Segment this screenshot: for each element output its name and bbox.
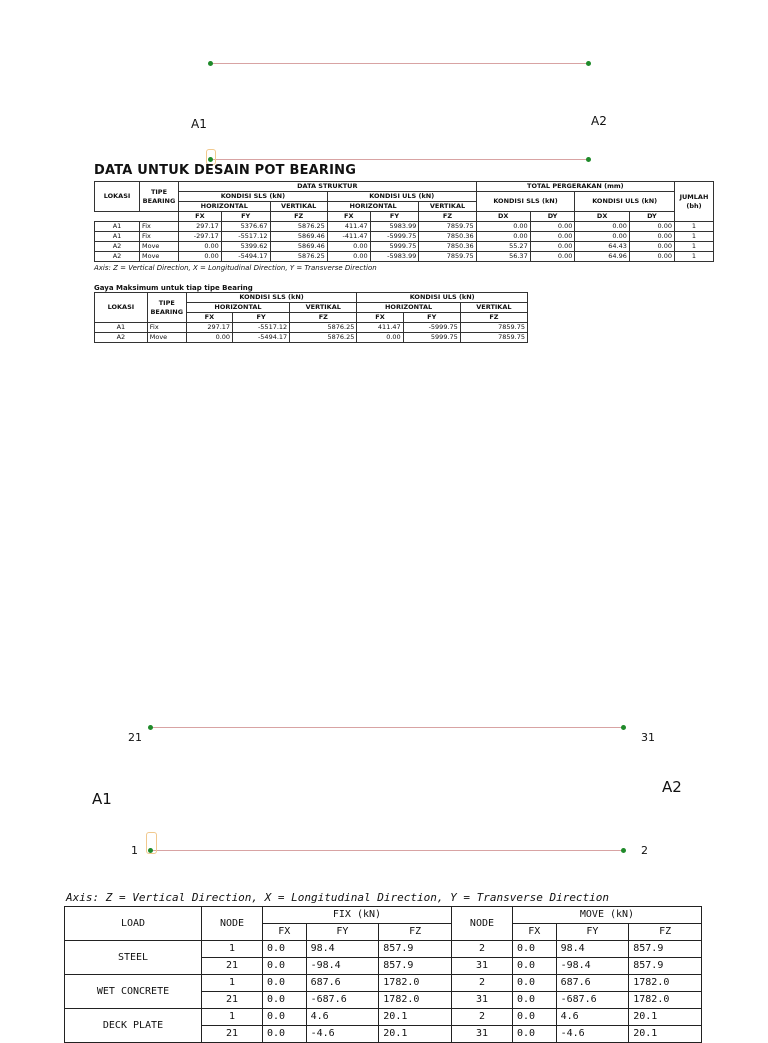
table-cell: 0.00: [476, 232, 530, 242]
table-cell: -687.6: [306, 992, 379, 1009]
table-cell: 2: [451, 1009, 512, 1026]
table-cell: 5876.25: [290, 323, 357, 333]
table-cell: -687.6: [556, 992, 629, 1009]
table-cell: 7859.75: [460, 323, 527, 333]
header-horizontal: HORIZONTAL: [178, 202, 270, 212]
header-vertikal: VERTIKAL: [460, 303, 527, 313]
node-label: 31: [641, 731, 655, 744]
table-cell: 64.43: [575, 242, 630, 252]
table-cell: 4.6: [306, 1009, 379, 1026]
support-symbol-icon: [146, 832, 157, 854]
table-cell: 0.00: [327, 242, 370, 252]
bottom-edge-line: [211, 159, 589, 160]
table-cell: 98.4: [306, 941, 379, 958]
table-cell: 7859.75: [419, 222, 476, 232]
load-name: DECK PLATE: [65, 1009, 202, 1043]
abutment-label-a1: A1: [92, 790, 112, 808]
table-cell: 21: [202, 1026, 263, 1043]
table-cell: 55.27: [476, 242, 530, 252]
table-cell: -5517.12: [221, 232, 270, 242]
column-header: DX: [476, 212, 530, 222]
table-cell: 2: [451, 941, 512, 958]
table-cell: 31: [451, 992, 512, 1009]
table-cell: 20.1: [379, 1026, 452, 1043]
table-cell: 5869.46: [270, 232, 327, 242]
column-header: DX: [575, 212, 630, 222]
header-node: NODE: [451, 907, 512, 941]
node-marker: [586, 157, 591, 162]
table-cell: 31: [451, 958, 512, 975]
table-cell: 7850.36: [419, 232, 476, 242]
table-cell: Move: [139, 252, 178, 262]
table-cell: 0.00: [186, 333, 232, 343]
table-cell: A1: [95, 222, 140, 232]
table-cell: 0.00: [629, 222, 674, 232]
table-cell: Fix: [147, 323, 186, 333]
column-header: DY: [530, 212, 575, 222]
table-cell: 0.00: [357, 333, 403, 343]
column-header: FZ: [460, 313, 527, 323]
table-cell: 98.4: [556, 941, 629, 958]
header-total-sls: KONDISI SLS (kN): [476, 192, 575, 212]
table-cell: 5983.99: [370, 222, 419, 232]
table-cell: 0.00: [327, 252, 370, 262]
axis-note: Axis: Z = Vertical Direction, X = Longitudinal Direction, Y = Transverse Direction: [94, 264, 377, 272]
bearing-data-body: [95, 222, 714, 262]
table-cell: 20.1: [629, 1026, 702, 1043]
table-cell: 5869.46: [270, 242, 327, 252]
table-cell: 7859.75: [460, 333, 527, 343]
table-cell: 21: [202, 992, 263, 1009]
table-cell: -4.6: [306, 1026, 379, 1043]
table-cell: A1: [95, 323, 148, 333]
column-header: FY: [370, 212, 419, 222]
column-header: FZ: [290, 313, 357, 323]
column-header: FX: [357, 313, 403, 323]
table-cell: 1: [675, 232, 714, 242]
table-cell: 857.9: [379, 941, 452, 958]
table-cell: 1: [675, 222, 714, 232]
table-cell: -5494.17: [221, 252, 270, 262]
header-vertikal: VERTIKAL: [290, 303, 357, 313]
table-cell: 0.0: [512, 958, 556, 975]
table-cell: -5999.75: [403, 323, 460, 333]
abutment-label-a2: A2: [662, 778, 682, 796]
table-cell: 0.00: [476, 222, 530, 232]
table-cell: 0.00: [530, 232, 575, 242]
header-vertikal: VERTIKAL: [419, 202, 476, 212]
table-cell: 1: [675, 242, 714, 252]
bottom-edge-line: [151, 850, 624, 851]
table-cell: 31: [451, 1026, 512, 1043]
table-cell: 0.00: [178, 252, 221, 262]
abutment-label-a2: A2: [591, 114, 607, 128]
table-cell: 5876.25: [270, 252, 327, 262]
table-cell: 0.00: [530, 252, 575, 262]
column-header: FY: [306, 924, 379, 941]
table-cell: -98.4: [556, 958, 629, 975]
table-cell: 5376.67: [221, 222, 270, 232]
table-cell: 5876.25: [290, 333, 357, 343]
load-name: WET CONCRETE: [65, 975, 202, 1009]
table-cell: 0.0: [263, 941, 307, 958]
table-cell: 4.6: [556, 1009, 629, 1026]
header-lokasi: LOKASI: [95, 293, 148, 323]
header-horizontal: HORIZONTAL: [357, 303, 460, 313]
header-tipe: TIPE BEARING: [139, 182, 178, 212]
table-cell: 0.00: [629, 232, 674, 242]
table-cell: A2: [95, 333, 148, 343]
table-cell: 0.0: [263, 975, 307, 992]
table-cell: 1782.0: [379, 975, 452, 992]
table-cell: 0.0: [512, 975, 556, 992]
table-cell: -4.6: [556, 1026, 629, 1043]
table-cell: 1: [202, 975, 263, 992]
table-cell: -297.17: [178, 232, 221, 242]
header-tipe: TIPE BEARING: [147, 293, 186, 323]
table-cell: 1: [202, 941, 263, 958]
node-marker: [208, 61, 213, 66]
table-cell: A2: [95, 252, 140, 262]
table-cell: 21: [202, 958, 263, 975]
load-table: [64, 906, 702, 1043]
table-cell: 1: [675, 252, 714, 262]
table-cell: 20.1: [629, 1009, 702, 1026]
table-cell: 5999.75: [403, 333, 460, 343]
page-title: DATA UNTUK DESAIN POT BEARING: [94, 163, 357, 178]
table-cell: 857.9: [629, 958, 702, 975]
table-cell: 857.9: [379, 958, 452, 975]
node-marker: [148, 725, 153, 730]
header-node: NODE: [202, 907, 263, 941]
table-cell: A1: [95, 232, 140, 242]
table-cell: 0.00: [530, 242, 575, 252]
header-total-pergerakan: TOTAL PERGERAKAN (mm): [476, 182, 674, 192]
max-force-table: [94, 292, 528, 343]
header-horizontal: HORIZONTAL: [186, 303, 289, 313]
header-vertikal: VERTIKAL: [270, 202, 327, 212]
table-cell: 0.00: [530, 222, 575, 232]
column-header: FY: [221, 212, 270, 222]
table-cell: 0.0: [263, 1026, 307, 1043]
top-edge-line: [151, 727, 624, 728]
table-cell: 0.0: [512, 992, 556, 1009]
table-cell: 0.0: [512, 1009, 556, 1026]
top-edge-line: [211, 63, 589, 64]
table-cell: 5399.62: [221, 242, 270, 252]
header-fix: FIX (kN): [263, 907, 452, 924]
bearing-data-table: [94, 181, 714, 262]
table-cell: 1782.0: [629, 992, 702, 1009]
table-cell: 411.47: [327, 222, 370, 232]
column-header: FX: [327, 212, 370, 222]
node-label: 21: [128, 731, 142, 744]
table-cell: -5494.17: [233, 333, 290, 343]
table-cell: 56.37: [476, 252, 530, 262]
table-cell: 7850.36: [419, 242, 476, 252]
header-sls: KONDISI SLS (kN): [186, 293, 357, 303]
table-row: [95, 323, 528, 333]
node-marker: [621, 725, 626, 730]
header-jumlah: JUMLAH (bh): [675, 182, 714, 222]
table-cell: 0.0: [512, 1026, 556, 1043]
table-cell: 5999.75: [370, 242, 419, 252]
table-cell: 0.00: [575, 222, 630, 232]
table-cell: 2: [451, 975, 512, 992]
column-header: DY: [629, 212, 674, 222]
table-row: [65, 1009, 702, 1026]
abutment-label-a1: A1: [191, 117, 207, 131]
table-cell: Move: [139, 242, 178, 252]
table-row: [65, 941, 702, 958]
node-marker: [621, 848, 626, 853]
table-cell: 0.00: [629, 242, 674, 252]
table-cell: Fix: [139, 232, 178, 242]
column-header: FX: [512, 924, 556, 941]
column-header: FZ: [270, 212, 327, 222]
table-cell: 5876.25: [270, 222, 327, 232]
table-cell: Fix: [139, 222, 178, 232]
table-cell: 0.0: [263, 992, 307, 1009]
column-header: FZ: [629, 924, 702, 941]
max-force-body: [95, 323, 528, 343]
header-load: LOAD: [65, 907, 202, 941]
table-cell: 411.47: [357, 323, 403, 333]
node-label: 1: [131, 844, 138, 857]
header-data-struktur: DATA STRUKTUR: [178, 182, 476, 192]
table-cell: -411.47: [327, 232, 370, 242]
load-table-body: [65, 941, 702, 1043]
table-row: [95, 333, 528, 343]
column-header: FY: [403, 313, 460, 323]
column-header: FZ: [419, 212, 476, 222]
table-row: [65, 975, 702, 992]
table-row: [95, 242, 714, 252]
table-cell: -98.4: [306, 958, 379, 975]
table-cell: Move: [147, 333, 186, 343]
table-cell: 857.9: [629, 941, 702, 958]
table-cell: 0.0: [263, 958, 307, 975]
column-header: FY: [556, 924, 629, 941]
table-cell: 20.1: [379, 1009, 452, 1026]
header-move: MOVE (kN): [512, 907, 701, 924]
table-cell: 687.6: [556, 975, 629, 992]
table-row: [95, 232, 714, 242]
node-marker: [586, 61, 591, 66]
table-cell: 0.00: [575, 232, 630, 242]
table-cell: -5983.99: [370, 252, 419, 262]
table-cell: A2: [95, 242, 140, 252]
header-uls: KONDISI ULS (kN): [327, 192, 476, 202]
table-cell: 1782.0: [629, 975, 702, 992]
axis-note: Axis: Z = Vertical Direction, X = Longitudinal Direction, Y = Transverse Direction: [66, 891, 610, 904]
table-row: [95, 252, 714, 262]
column-header: FZ: [379, 924, 452, 941]
table-cell: 1782.0: [379, 992, 452, 1009]
table-cell: -5517.12: [233, 323, 290, 333]
table-cell: 687.6: [306, 975, 379, 992]
table-cell: 297.17: [186, 323, 232, 333]
header-horizontal: HORIZONTAL: [327, 202, 419, 212]
table-cell: 1: [202, 1009, 263, 1026]
header-sls: KONDISI SLS (kN): [178, 192, 327, 202]
column-header: FX: [263, 924, 307, 941]
header-total-uls: KONDISI ULS (kN): [575, 192, 675, 212]
node-label: 2: [641, 844, 648, 857]
table-cell: 0.0: [263, 1009, 307, 1026]
table-cell: 0.00: [629, 252, 674, 262]
column-header: FY: [233, 313, 290, 323]
table-cell: 64.96: [575, 252, 630, 262]
table-cell: 0.0: [512, 941, 556, 958]
column-header: FX: [178, 212, 221, 222]
column-header: FX: [186, 313, 232, 323]
load-name: STEEL: [65, 941, 202, 975]
table-cell: 0.00: [178, 242, 221, 252]
table-cell: 7859.75: [419, 252, 476, 262]
table-row: [95, 222, 714, 232]
table-cell: -5999.75: [370, 232, 419, 242]
table-cell: 297.17: [178, 222, 221, 232]
max-force-caption: Gaya Maksimum untuk tiap tipe Bearing: [94, 284, 253, 292]
header-lokasi: LOKASI: [95, 182, 140, 212]
header-uls: KONDISI ULS (kN): [357, 293, 528, 303]
